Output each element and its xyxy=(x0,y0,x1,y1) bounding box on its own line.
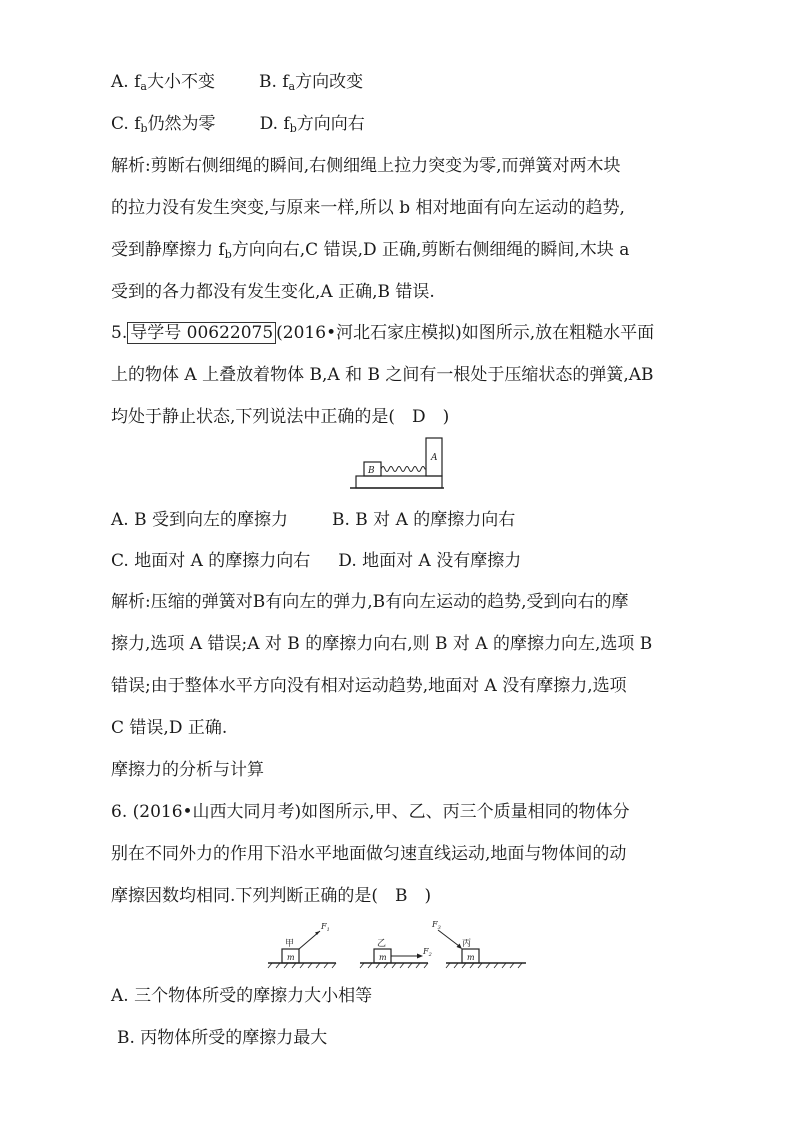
label-a: A xyxy=(431,453,438,463)
q4-analysis-line-1: 解析:剪断右侧细绳的瞬间,右侧细绳上拉力突变为零,而弹簧对两木块 xyxy=(111,156,621,176)
q4-option-b: B. $f_a$方向改变 xyxy=(258,72,364,93)
q6-figure xyxy=(266,918,530,970)
label-bing: 丙 xyxy=(462,939,472,949)
q6-stem-line-3: 摩擦因数均相同.下列判断正确的是( B ) xyxy=(111,886,432,906)
q5-figure xyxy=(346,432,446,492)
mass-label-bing: m xyxy=(467,953,475,962)
q4-options-row-2 xyxy=(111,112,365,141)
q5-stem-line-2: 上的物体 A 上叠放着物体 B,A 和 B 之间有一根处于压缩状态的弹簧,AB xyxy=(111,365,654,385)
mass-label-yi: m xyxy=(379,953,387,962)
block-a-base xyxy=(356,476,442,488)
q6-option-a: A. 三个物体所受的摩擦力大小相等 xyxy=(111,986,373,1006)
q5-options-row-2 xyxy=(111,549,521,573)
q5-option-c: C. 地面对 A 的摩擦力向右 xyxy=(111,551,311,571)
q4-analysis-line-2: 的拉力没有发生突变,与原来一样,所以 b 相对地面有向左运动的趋势, xyxy=(111,198,625,218)
mass-label-jia: m xyxy=(287,953,295,962)
q4-analysis-line-3: 受到静摩擦力 $f_b$方向向右,C 错误,D 正确,剪断右侧细绳的瞬间,木块 a xyxy=(111,240,630,261)
spring xyxy=(381,467,426,472)
q5-stem-line-1: 5. 导学号 00622075 (2016•河北石家庄模拟)如图所示,放在粗糙水平面 xyxy=(111,323,655,343)
q5-analysis-line-3: 错误;由于整体水平方向没有相对运动趋势,地面对 A 没有摩擦力,选项 xyxy=(111,676,627,696)
q5-analysis-line-1: 解析:压缩的弹簧对B有向左的弹力,B有向左运动的趋势,受到向右的摩 xyxy=(111,592,629,612)
q6-stem-line-2: 别在不同外力的作用下沿水平地面做匀速直线运动,地面与物体间的动 xyxy=(111,844,627,864)
label-yi: 乙 xyxy=(377,939,387,949)
force-f3-arrow xyxy=(438,930,459,946)
q5-stem-line-3: 均处于静止状态,下列说法中正确的是( D ) xyxy=(111,407,450,427)
q4-options-row-1 xyxy=(111,70,363,99)
section-title: 摩擦力的分析与计算 xyxy=(111,760,264,780)
q6-option-b: B. 丙物体所受的摩擦力最大 xyxy=(117,1028,328,1048)
q5-analysis-line-2: 擦力,选项 A 错误;A 对 B 的摩擦力向右,则 B 对 A 的摩擦力向左,选项 B xyxy=(111,634,653,654)
q4-option-d: D. $f_b$方向向右 xyxy=(259,114,365,135)
force-f3-label: $F_3$ xyxy=(432,920,441,931)
q4-option-a: A. $f_a$大小不变 xyxy=(111,72,215,93)
q5-option-a: A. B 受到向左的摩擦力 xyxy=(111,510,288,530)
q4-option-c: C. $f_b$仍然为零 xyxy=(111,114,216,135)
q5-options-row-1 xyxy=(111,508,515,532)
guide-number-link[interactable]: 导学号 00622075 xyxy=(127,322,276,344)
force-f1-label: $F_1$ xyxy=(321,922,330,933)
q5-analysis-line-4: C 错误,D 正确. xyxy=(111,718,228,738)
q6-stem-line-1: 6. (2016•山西大同月考)如图所示,甲、乙、丙三个质量相同的物体分 xyxy=(111,802,630,822)
label-b: B xyxy=(368,466,375,476)
q5-option-b: B. B 对 A 的摩擦力向右 xyxy=(331,510,516,530)
force-f2-label: $F_2$ xyxy=(423,947,432,958)
q4-analysis-line-4: 受到的各力都没有发生变化,A 正确,B 错误. xyxy=(111,282,435,302)
q5-option-d: D. 地面对 A 没有摩擦力 xyxy=(338,551,522,571)
q5-number: 5. xyxy=(111,323,128,343)
label-jia: 甲 xyxy=(285,939,295,949)
